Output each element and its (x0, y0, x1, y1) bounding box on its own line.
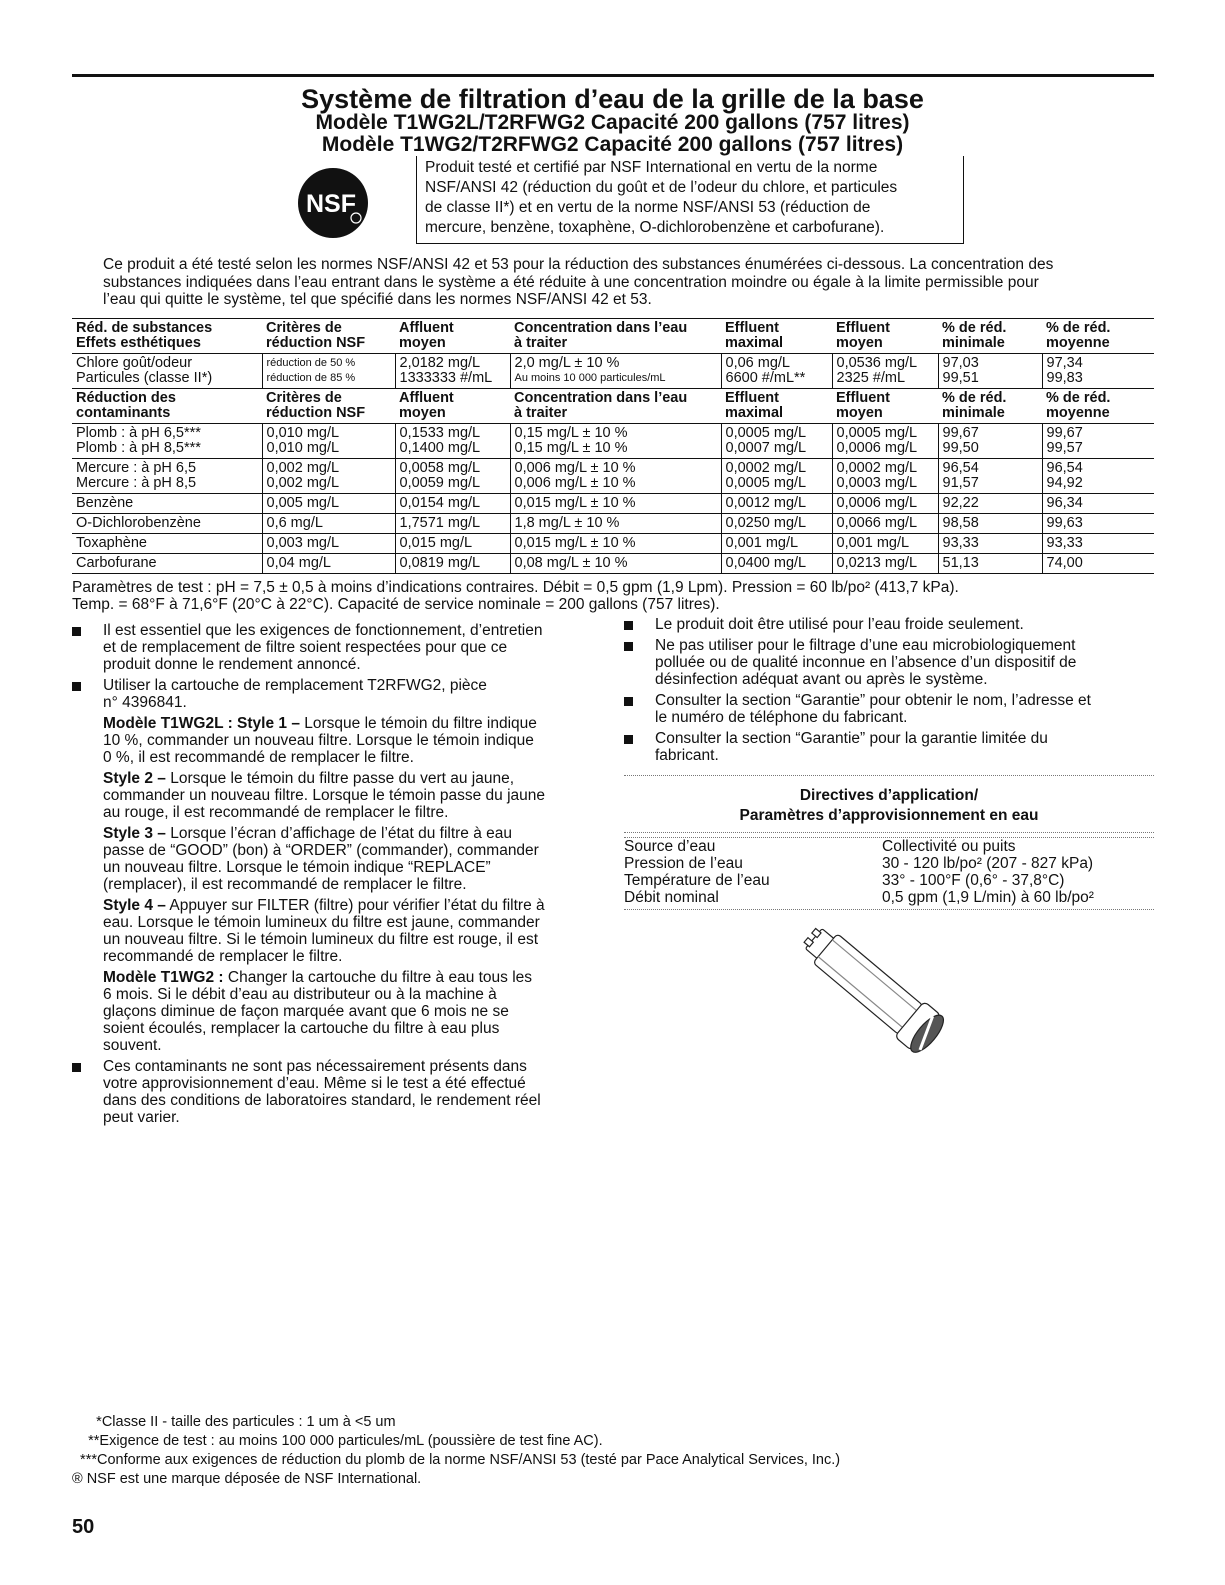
table-header-cell: Effluent moyen (836, 390, 890, 421)
table-cell: 0,015 mg/L ± 10 % (510, 494, 721, 514)
divider (624, 906, 1154, 910)
footnote: ***Conforme aux exigences de réduction du plomb de la norme NSF/ANSI 53 (testé par Pace Analytical Services, Inc.) (72, 1452, 841, 1468)
table-cell: 0,0002 mg/L 0,0005 mg/L (721, 459, 832, 494)
supply-row: Débit nominal 0,5 gpm (1,9 L/min) à 60 lb/po² (624, 889, 1094, 906)
table-header-cell: % de réd. minimale (942, 390, 1007, 421)
table-row (72, 534, 1154, 554)
style-4-paragraph: Style 4 – Appuyer sur FILTER (filtre) pour vérifier l’état du filtre à eau. Lorsque le témoin lumineux du filtre est jaune, commander un nouveau filtre. Si le témoin lumineux du filtre est rouge, il est recommandé de remplacer le filtre. (103, 897, 545, 965)
table-cell: 0,0066 mg/L (832, 514, 938, 534)
table-cell: 0,0005 mg/L 0,0007 mg/L (721, 424, 832, 459)
table-cell: 51,13 (938, 554, 1042, 574)
bullet-item: Le produit doit être utilisé pour l’eau froide seulement. (624, 616, 1154, 633)
table-cell: 0,0536 mg/L 2325 #/mL (832, 354, 938, 389)
bullet-item: Consulter la section “Garantie” pour la garantie limitée du fabricant. (624, 730, 1154, 764)
table-header-cell: Réduction des contaminants (76, 390, 176, 421)
table-header-cell: % de réd. minimale (942, 320, 1007, 351)
table-cell: 2,0 mg/L ± 10 % Au moins 10 000 particules/mL (510, 354, 721, 389)
supply-row: Source d’eau Collectivité ou puits (624, 838, 1016, 855)
table-cell: 98,58 (938, 514, 1042, 534)
footnote: *Classe II - taille des particules : 1 um à <5 um (72, 1414, 396, 1430)
nsf-logo (296, 166, 370, 240)
cert-line: Produit testé et certifié par NSF International en vertu de la norme (425, 159, 878, 176)
table-header-row (72, 389, 1154, 424)
table-cell: 0,0154 mg/L (395, 494, 510, 514)
bullet-item: Ces contaminants ne sont pas nécessairement présents dans votre approvisionnement d’eau. Même si le test a été effectué dans des conditions de laboratoires standard, le rendement réel peut varier. (72, 1058, 592, 1126)
table-row (72, 554, 1154, 574)
page-title: Système de filtration d’eau de la grille de la base (301, 84, 924, 114)
table-cell: 0,015 mg/L (395, 534, 510, 554)
filter-cartridge-illustration (790, 915, 960, 1065)
intro-line: substances indiquées dans l’eau entrant dans le système a été réduite à une concentration moindre ou égale à la limite permissible pour (103, 273, 1039, 291)
top-rule (72, 74, 1154, 77)
table-cell: 0,001 mg/L (832, 534, 938, 554)
table-cell: 0,003 mg/L (262, 534, 395, 554)
table-header-cell: Affluent moyen (399, 320, 454, 351)
table-cell: 99,63 (1042, 514, 1154, 534)
table-cell: 0,002 mg/L 0,002 mg/L (262, 459, 395, 494)
table-cell: 99,67 99,57 (1042, 424, 1154, 459)
table-cell: 0,010 mg/L 0,010 mg/L (262, 424, 395, 459)
supply-parameters (624, 838, 1154, 906)
table-cell: 0,0250 mg/L (721, 514, 832, 534)
table-cell: 0,006 mg/L ± 10 % 0,006 mg/L ± 10 % (510, 459, 721, 494)
table-cell: Mercure : à pH 6,5 Mercure : à pH 8,5 (76, 460, 197, 491)
table-cell: O-Dichlorobenzène (76, 515, 201, 531)
table-row (72, 459, 1154, 494)
table-cell: 96,34 (1042, 494, 1154, 514)
table-cell: 0,0213 mg/L (832, 554, 938, 574)
table-cell: Chlore goût/odeur Particules (classe II*) (76, 355, 213, 386)
right-column (624, 616, 1154, 768)
cert-line: mercure, benzène, toxaphène, O-dichlorobenzène et carbofurane). (425, 219, 885, 236)
footnote: ® NSF est une marque déposée de NSF International. (72, 1471, 422, 1487)
table-cell: 0,0005 mg/L 0,0006 mg/L (832, 424, 938, 459)
table-cell: 0,015 mg/L ± 10 % (510, 534, 721, 554)
nsf-logo-text: NSF (306, 190, 356, 218)
model-line-1: Modèle T1WG2L/T2RFWG2 Capacité 200 gallons (757 litres) (315, 111, 910, 134)
table-cell: 0,0012 mg/L (721, 494, 832, 514)
cert-line: de classe II*) et en vertu de la norme NSF/ANSI 53 (réduction de (425, 199, 871, 216)
certification-box (416, 156, 964, 244)
model-line-2: Modèle T1WG2/T2RFWG2 Capacité 200 gallons (757 litres) (321, 133, 904, 156)
directives-section (624, 775, 1154, 910)
table-header-cell: % de réd. moyenne (1046, 390, 1111, 421)
table-cell: 93,33 (1042, 534, 1154, 554)
table-cell: 0,0006 mg/L (832, 494, 938, 514)
table-cell: 0,0819 mg/L (395, 554, 510, 574)
table-cell: 0,04 mg/L (262, 554, 395, 574)
table-cell: 1,7571 mg/L (395, 514, 510, 534)
table-header-cell: Effluent maximal (725, 320, 784, 351)
table-cell: 0,001 mg/L (721, 534, 832, 554)
bullet-item: Consulter la section “Garantie” pour obtenir le nom, l’adresse et le numéro de téléphone du fabricant. (624, 692, 1154, 726)
table-cell: Plomb : à pH 6,5*** Plomb : à pH 8,5*** (76, 425, 201, 456)
left-column (72, 622, 592, 1130)
supply-row: Pression de l’eau 30 - 120 lb/po² (207 - 827 kPa) (624, 855, 1094, 872)
table-cell: Toxaphène (76, 535, 147, 551)
table-cell: 93,33 (938, 534, 1042, 554)
table-header-cell: Affluent moyen (399, 390, 454, 421)
test-parameters (72, 579, 1154, 613)
style-1-paragraph: Modèle T1WG2L : Style 1 – Lorsque le témoin du filtre indique 10 %, commander un nouveau filtre. Lorsque le témoin indique 0 %, il est recommandé de remplacer le filtre. (103, 715, 537, 766)
table-cell: 96,54 91,57 (938, 459, 1042, 494)
directives-title: Directives d’application/ Paramètres d’approvisionnement en eau (739, 787, 1039, 824)
t1wg2-paragraph: Modèle T1WG2 : Changer la cartouche du filtre à eau tous les 6 mois. Si le débit d’eau au distributeur ou à la machine à glaçons diminue de façon marquée avant que 6 mois ne se soient écoulés, remplacer la cartouche du filtre à eau plus souvent. (103, 969, 533, 1054)
intro-line: l’eau qui quitte le système, tel que spécifié dans les normes NSF/ANSI 42 et 53. (103, 291, 652, 308)
table-header-cell: Concentration dans l’eau à traiter (514, 320, 688, 351)
table-header-cell: Effluent maximal (725, 390, 784, 421)
cert-line: NSF/ANSI 42 (réduction du goût et de l’odeur du chlore, et particules (425, 179, 898, 196)
table-header-cell: Critères de réduction NSF (266, 390, 366, 421)
table-row (72, 494, 1154, 514)
table-header-cell: Concentration dans l’eau à traiter (514, 390, 688, 421)
table-cell: 2,0182 mg/L 1333333 #/mL (395, 354, 510, 389)
style-2-paragraph: Style 2 – Lorsque le témoin du filtre passe du vert au jaune, commander un nouveau filtre. Lorsque le témoin passe du jaune au rouge, il est recommandé de remplacer le filtre. (103, 770, 546, 821)
bullet-item: Utiliser la cartouche de remplacement T2RFWG2, pièce n° 4396841. (72, 677, 592, 711)
table-cell: 0,005 mg/L (262, 494, 395, 514)
table-cell: 92,22 (938, 494, 1042, 514)
table-cell: 97,34 99,83 (1042, 354, 1154, 389)
table-cell: Benzène (76, 495, 134, 511)
table-cell: réduction de 50 % réduction de 85 % (262, 354, 395, 389)
table-cell: 99,67 99,50 (938, 424, 1042, 459)
table-cell: 74,00 (1042, 554, 1154, 574)
table-header-cell: Réd. de substances Effets esthétiques (76, 320, 213, 351)
table-header-cell: Effluent moyen (836, 320, 890, 351)
intro-paragraph (103, 256, 1153, 309)
table-header-cell: % de réd. moyenne (1046, 320, 1111, 351)
table-cell: 0,1533 mg/L 0,1400 mg/L (395, 424, 510, 459)
table-cell: 0,15 mg/L ± 10 % 0,15 mg/L ± 10 % (510, 424, 721, 459)
table-row (72, 424, 1154, 459)
performance-table (72, 318, 1154, 574)
table-cell: 96,54 94,92 (1042, 459, 1154, 494)
table-cell: 0,06 mg/L 6600 #/mL** (721, 354, 832, 389)
footnotes (72, 1413, 1154, 1489)
supply-row: Température de l’eau 33° - 100°F (0,6° - 37,8°C) (624, 872, 1065, 889)
params-line: Temp. = 68°F à 71,6°F (20°C à 22°C). Capacité de service nominale = 200 gallons (757 litres). (72, 596, 720, 613)
table-row (72, 514, 1154, 534)
bullet-item: Il est essentiel que les exigences de fonctionnement, d’entretien et de remplacement de filtre soient respectées pour que ce produit donne le rendement annoncé. (72, 622, 592, 673)
table-row (72, 354, 1154, 389)
bullet-item: Ne pas utiliser pour le filtrage d’une eau microbiologiquement polluée ou de qualité inconnue en l’absence d’un dispositif de désinfection adéquat avant ou après le système. (624, 637, 1154, 688)
table-cell: 97,03 99,51 (938, 354, 1042, 389)
table-cell: 0,0058 mg/L 0,0059 mg/L (395, 459, 510, 494)
table-cell: 0,08 mg/L ± 10 % (510, 554, 721, 574)
page-number: 50 (72, 1516, 95, 1538)
table-cell: 1,8 mg/L ± 10 % (510, 514, 721, 534)
table-header-row (72, 319, 1154, 354)
footnote: **Exigence de test : au moins 100 000 particules/mL (poussière de test fine AC). (72, 1433, 603, 1449)
intro-line: Ce produit a été testé selon les normes NSF/ANSI 42 et 53 pour la réduction des substances énumérées ci-dessous. La concentration des (103, 256, 1054, 273)
table-cell: 0,6 mg/L (262, 514, 395, 534)
style-3-paragraph: Style 3 – Lorsque l’écran d’affichage de l’état du filtre à eau passe de “GOOD” (bon) à “ORDER” (commander), commander un nouveau filtre. Lorsque le témoin indique “REPLACE” (remplacer), il est recommandé de remplacer le filtre. (103, 825, 539, 893)
table-cell: Carbofurane (76, 555, 157, 571)
table-cell: 0,0002 mg/L 0,0003 mg/L (832, 459, 938, 494)
table-cell: 0,0400 mg/L (721, 554, 832, 574)
table-header-cell: Critères de réduction NSF (266, 320, 366, 351)
params-line: Paramètres de test : pH = 7,5 ± 0,5 à moins d’indications contraires. Débit = 0,5 gpm (1,9 Lpm). Pression = 60 lb/po² (413,7 kPa). (72, 579, 959, 596)
